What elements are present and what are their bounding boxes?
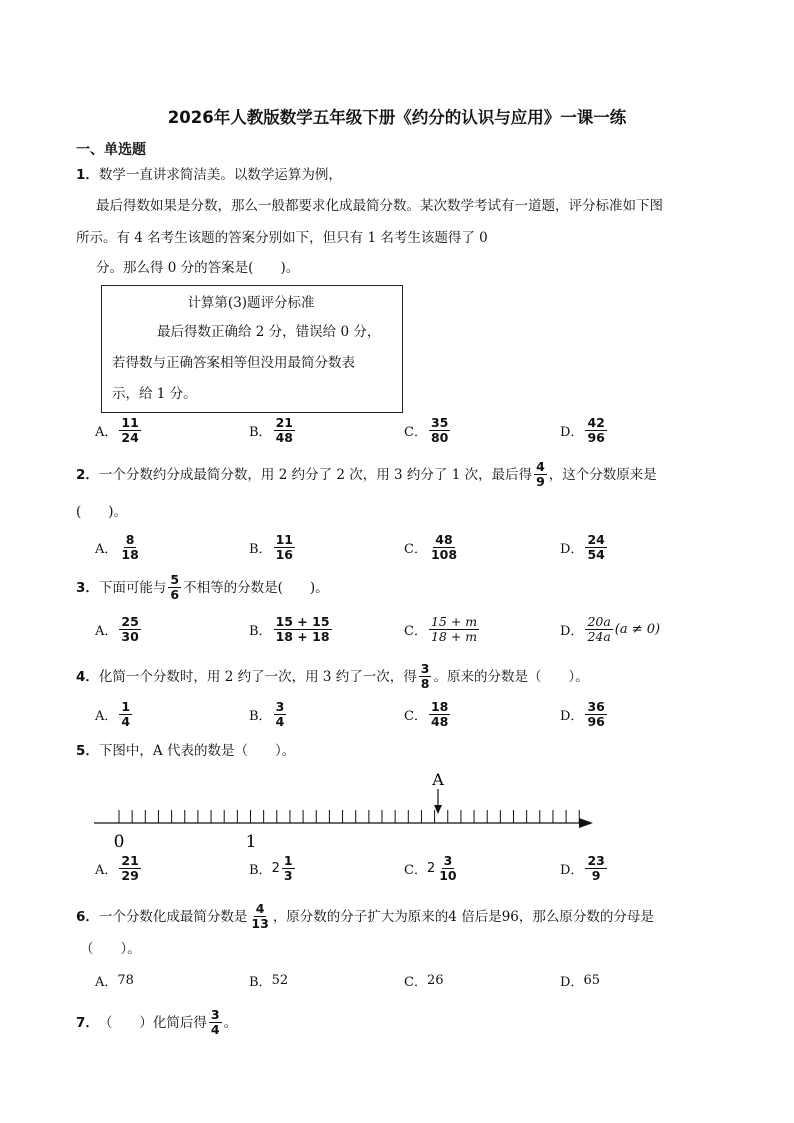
option-label: D． <box>560 709 584 724</box>
number-line-arrowhead <box>579 818 593 828</box>
option-fraction: $\frac{11}{16}$ <box>275 532 293 562</box>
option-label: D． <box>560 542 584 557</box>
question-2-line-1 <box>76 460 657 489</box>
page-title: 2026年人教版数学五年级下册《约分的认识与应用》一课一练 <box>167 108 627 127</box>
option-a[interactable] <box>95 615 143 644</box>
option-d[interactable] <box>560 700 609 729</box>
question-text: ，这个分数原来是 <box>548 466 657 483</box>
option-d[interactable] <box>560 971 600 990</box>
tick-label-0: 0 <box>113 832 125 852</box>
option-c[interactable] <box>404 615 481 644</box>
option-label: C． <box>404 709 427 724</box>
option-c[interactable] <box>404 416 452 445</box>
inline-fraction: $\frac{3}{4}$ <box>210 1007 220 1037</box>
option-a[interactable] <box>95 700 134 729</box>
question-text: （ ）化简后得 <box>98 1014 207 1031</box>
number-line-ticks <box>119 810 579 823</box>
question-1-line-1 <box>76 165 342 185</box>
option-fraction: $\frac{15 + m}{18 + m}$ <box>430 614 478 644</box>
option-d[interactable] <box>560 854 609 883</box>
option-value: 52 <box>271 973 289 988</box>
option-mixed-number: 2 $\frac{3}{10}$ <box>426 853 457 883</box>
section-heading: 一、单选题 <box>76 142 146 158</box>
option-b[interactable] <box>249 854 297 883</box>
option-label: A． <box>95 542 118 557</box>
inline-fraction: $\frac{4}{9}$ <box>536 459 545 489</box>
inline-fraction: $\frac{5}{6}$ <box>170 572 180 602</box>
option-fraction: $\frac{20a}{24a}$ <box>587 614 611 644</box>
option-label: A． <box>95 624 118 639</box>
option-mixed-number: 2 $\frac{1}{3}$ <box>271 853 293 883</box>
option-label: C． <box>404 624 427 639</box>
question-1-line-3: 所示。有 4 名考生该题的答案分别如下，但只有 1 名考生该题得了 0 <box>76 230 488 246</box>
option-condition: (a ≠ 0) <box>614 622 661 637</box>
option-value: 26 <box>426 973 444 988</box>
question-4-line-1 <box>76 662 589 691</box>
question-number: 5． <box>76 743 99 759</box>
option-c[interactable] <box>404 971 444 990</box>
option-fraction: $\frac{48}{108}$ <box>430 532 458 562</box>
option-label: A． <box>95 709 118 724</box>
option-fraction: $\frac{11}{24}$ <box>121 415 139 445</box>
option-label: D． <box>560 975 584 990</box>
option-label: B． <box>249 709 272 724</box>
option-value: 65 <box>583 973 600 988</box>
option-fraction: $\frac{21}{48}$ <box>275 415 293 445</box>
option-label: D． <box>560 624 584 639</box>
option-label: C． <box>404 975 427 990</box>
option-b[interactable] <box>249 416 297 445</box>
option-a[interactable] <box>95 971 134 990</box>
question-1-line-4: 分。那么得 0 分的答案是( )。 <box>96 260 300 276</box>
question-text: 下面可能与 <box>98 579 167 596</box>
number-line-figure <box>0 760 794 855</box>
marker-arrow-icon <box>434 805 442 814</box>
option-value: 78 <box>117 973 134 988</box>
option-fraction: $\frac{8}{18}$ <box>121 532 139 562</box>
option-fraction: $\frac{42}{96}$ <box>587 415 605 445</box>
question-text: 。原来的分数是（ ）。 <box>433 668 589 685</box>
option-label: B． <box>249 975 272 990</box>
option-label: D． <box>560 863 584 878</box>
question-text: ，原分数的分子扩大为原来的4 倍后是96，那么原分数的分母是 <box>272 908 654 925</box>
question-number: 1． <box>76 167 99 183</box>
question-6-line-1 <box>76 902 654 931</box>
option-label: A． <box>95 425 118 440</box>
question-text: 下图中，A 代表的数是（ ）。 <box>98 743 296 759</box>
option-b[interactable] <box>249 533 297 562</box>
option-label: B． <box>249 425 272 440</box>
question-text: 化简一个分数时，用 2 约了一次，用 3 约了一次，得 <box>98 668 417 685</box>
option-label: C． <box>404 863 427 878</box>
option-d[interactable] <box>560 533 609 562</box>
option-fraction: $\frac{18}{48}$ <box>430 699 449 729</box>
scoring-criteria-line-2: 若得数与正确答案相等但没用最简分数表 <box>112 355 355 371</box>
scoring-criteria-title: 计算第(3)题评分标准 <box>187 295 315 311</box>
option-c[interactable] <box>404 854 461 883</box>
question-7-line-1 <box>76 1008 237 1037</box>
option-fraction: $\frac{25}{30}$ <box>121 614 139 644</box>
option-fraction: $\frac{36}{96}$ <box>587 699 605 729</box>
question-text: 一个分数化成最简分数是 <box>98 908 248 925</box>
option-b[interactable] <box>249 971 288 990</box>
question-number: 3． <box>76 579 99 596</box>
option-fraction: $\frac{1}{4}$ <box>121 699 131 729</box>
scoring-criteria-line-1: 最后得数正确给 2 分，错误给 0 分， <box>157 324 381 340</box>
question-text: 不相等的分数是( )。 <box>183 579 329 596</box>
option-label: B． <box>249 624 272 639</box>
option-d[interactable] <box>560 615 660 644</box>
tick-label-1: 1 <box>245 832 257 852</box>
option-a[interactable] <box>95 854 143 883</box>
option-label: B． <box>249 863 272 878</box>
marker-label-a: A <box>432 770 444 789</box>
option-fraction: $\frac{23}{9}$ <box>587 853 605 883</box>
question-number: 4． <box>76 668 99 685</box>
question-1-line-2: 最后得数如果是分数，那么一般都要求化成最简分数。某次数学考试有一道题，评分标准如下图 <box>96 198 663 214</box>
question-number: 6． <box>76 908 99 925</box>
option-label: A． <box>95 975 118 990</box>
option-c[interactable] <box>404 533 461 562</box>
option-fraction: $\frac{21}{29}$ <box>121 853 139 883</box>
option-a[interactable] <box>95 416 143 445</box>
question-3-line-1 <box>76 573 329 602</box>
option-label: A． <box>95 863 118 878</box>
question-text: 数学一直讲求简洁美。以数学运算为例， <box>98 167 342 183</box>
inline-fraction: $\frac{4}{13}$ <box>251 901 269 931</box>
question-text: 一个分数约分成最简分数，用 2 约分了 2 次，用 3 约分了 1 次，最后得 <box>98 466 533 483</box>
question-number: 2． <box>76 466 99 483</box>
option-fraction: $\frac{3}{4}$ <box>275 699 285 729</box>
option-a[interactable] <box>95 533 143 562</box>
option-d[interactable] <box>560 416 609 445</box>
inline-fraction: $\frac{3}{8}$ <box>420 661 430 691</box>
option-fraction: $\frac{35}{80}$ <box>430 415 449 445</box>
option-c[interactable] <box>404 700 452 729</box>
option-fraction: $\frac{24}{54}$ <box>587 532 605 562</box>
option-b[interactable] <box>249 615 334 644</box>
question-number: 7． <box>76 1014 99 1031</box>
option-fraction: $\frac{15 + 15}{18 + 18}$ <box>275 614 330 644</box>
question-2-line-2: ( )。 <box>76 504 128 520</box>
scoring-criteria-line-3: 示，给 1 分。 <box>112 386 197 402</box>
option-label: D． <box>560 425 584 440</box>
question-text: 。 <box>223 1014 238 1031</box>
option-label: B． <box>249 542 272 557</box>
option-label: C． <box>404 542 427 557</box>
question-6-line-2: （ ）。 <box>80 941 141 957</box>
option-b[interactable] <box>249 700 288 729</box>
question-5-line-1 <box>76 741 295 761</box>
option-label: C． <box>404 425 427 440</box>
